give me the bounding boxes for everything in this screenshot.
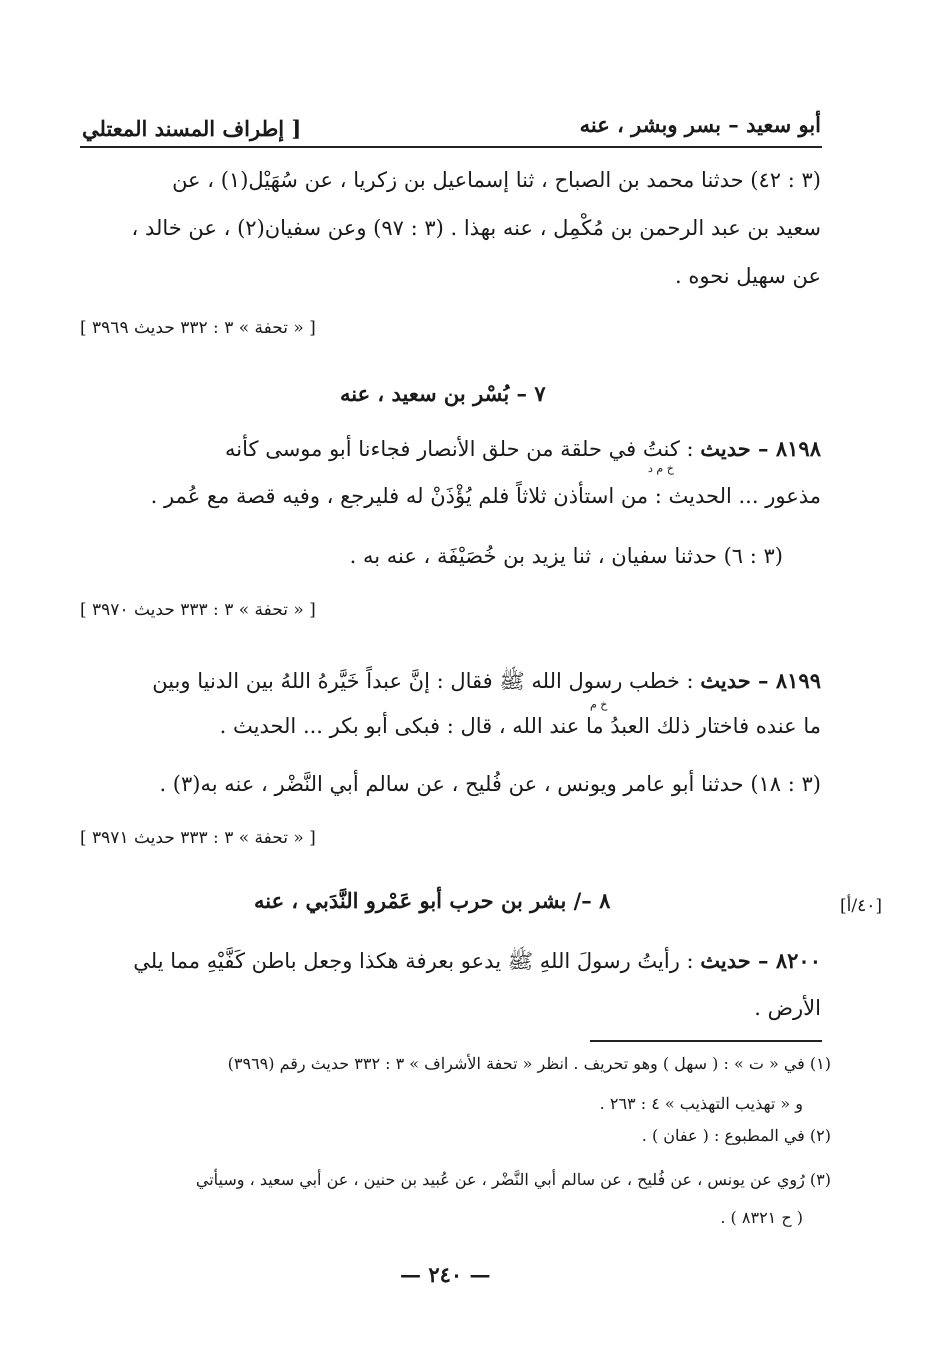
- hadith-8200-line2: الأرض .: [754, 996, 821, 1020]
- tuhfa-reference: [ « تحفة » ٣ : ٣٣٣ حديث ٣٩٧٠ ]: [80, 600, 316, 620]
- footnote: (٢) في المطبوع : ( عفان ) .: [641, 1126, 831, 1145]
- footnote: ( ح ٨٣٢١ ) .: [720, 1208, 803, 1227]
- hadith-8198-line2: مذعور ... الحديث : من استأذن ثلاثاً فلم يُؤْذَنْ له فليرجع ، وفيه قصة مع عُمر .: [150, 484, 821, 508]
- footnote: (١) في « ت » : ( سهل ) وهو تحريف . انظر « تحفة الأشراف » ٣ : ٣٣٢ حديث رقم (٣٩٦٩): [227, 1054, 831, 1073]
- hadith-8200-line1: [133, 948, 821, 979]
- tuhfa-reference: [ « تحفة » ٣ : ٣٣٣ حديث ٣٩٧١ ]: [80, 828, 316, 848]
- footnote: و « تهذيب التهذيب » ٤ : ٢٦٣ .: [599, 1094, 803, 1113]
- hadith-8199-line2: ما عنده فاختار ذلك العبدُ ما عند الله ، قال : فبكى أبو بكر ... الحديث .: [219, 714, 821, 738]
- tuhfa-reference: [ « تحفة » ٣ : ٣٣٢ حديث ٣٩٦٩ ]: [80, 318, 316, 338]
- source-sigla: خ م: [590, 698, 608, 711]
- page-number: — ٢٤٠ —: [400, 1262, 491, 1287]
- section-heading-8: ٨ –/ بشر بن حرب أبو عَمْرو النَّدَبي ، عنه: [254, 888, 611, 913]
- hadith-number: ٨١٩٨ – حديث: [700, 436, 821, 461]
- hadith-text: : كنتُ في حلقة من حلق الأنصار فجاءنا أبو موسى كأنه: [225, 437, 701, 461]
- hadith-number: ٨٢٠٠ – حديث: [700, 948, 821, 973]
- hadith-8198-line1: [225, 436, 821, 461]
- hadith-text: : خطب رسول الله ﷺ فقال : إنَّ عبداً خَيَّرهُ اللهُ بين الدنيا وبين: [152, 669, 701, 693]
- footnote: (٣) رُوي عن يونس ، عن فُليح ، عن سالم أبي النَّضْر ، عن عُبيد بن حنين ، عن أبي سعيد ، وسيأتي: [195, 1170, 831, 1189]
- margin-folio-note: [٤٠/أ]: [840, 896, 882, 916]
- header-left-title: [ إطراف المسند المعتلي: [82, 116, 302, 141]
- hadith-8198-chain: (٣ : ٦) حدثنا سفيان ، ثنا يزيد بن خُصَيْفَة ، عنه به .: [349, 544, 783, 568]
- footnote-rule: [590, 1040, 822, 1042]
- hadith-number: ٨١٩٩ – حديث: [700, 668, 821, 693]
- hadith-8199-chain: (٣ : ١٨) حدثنا أبو عامر ويونس ، عن فُليح ، عن سالم أبي النَّضْر ، عنه به(٣) .: [159, 772, 821, 796]
- text-line: عن سهيل نحوه .: [675, 264, 821, 288]
- section-heading-7: ٧ – بُسْر بن سعيد ، عنه: [340, 381, 546, 406]
- source-sigla: خ م د: [648, 462, 674, 475]
- text-line: سعيد بن عبد الرحمن بن مُكْمِل ، عنه بهذا . (٣ : ٩٧) وعن سفيان(٢) ، عن خالد ،: [131, 216, 821, 240]
- header-right-title: أبو سعيد – بسر وبشر ، عنه: [579, 112, 821, 137]
- hadith-text: : رأيتُ رسولَ اللهِ ﷺ يدعو بعرفة هكذا وجعل باطن كَفَّيْهِ مما يلي: [133, 949, 701, 973]
- header-rule: [80, 146, 822, 148]
- text-line: (٣ : ٤٢) حدثنا محمد بن الصباح ، ثنا إسماعيل بن زكريا ، عن سُهَيْل(١) ، عن: [172, 168, 821, 192]
- hadith-8199-line1: [152, 668, 821, 699]
